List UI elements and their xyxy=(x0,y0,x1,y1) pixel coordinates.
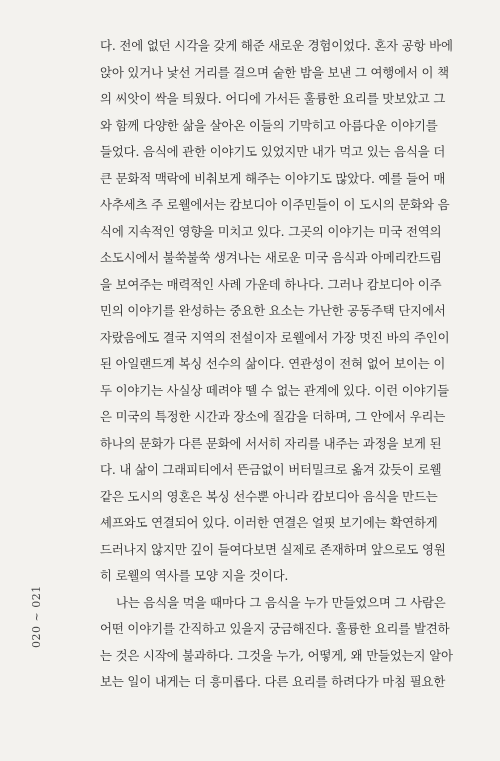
text-line: 같은 도시의 영혼은 복싱 선수뿐 아니라 캄보디아 음식을 만드는 xyxy=(100,488,438,504)
text-line: 은 미국의 특정한 시간과 장소에 질감을 더하며, 그 안에서 우리는 xyxy=(100,409,446,424)
text-line: 다. 전에 없던 시각을 갖게 해준 새로운 경험이었다. 혼자 공항 바에 xyxy=(100,38,453,53)
text-line: 큰 문화적 맥락에 비춰보게 해주는 이야기도 많았다. 예를 들어 매 xyxy=(100,170,446,186)
text-line: 드러나지 않지만 깊이 들여다보면 실제로 존재하며 앞으로도 영원 xyxy=(100,541,446,557)
text-line: 사추세츠 주 로웰에서는 캄보디아 이주민들이 이 도시의 문화와 음 xyxy=(100,197,450,212)
text-line: 는 것은 시작에 불과하다. 그것을 누가, 어떻게, 왜 만들었는지 알아 xyxy=(100,647,453,663)
text-line: 소도시에서 불쑥불쑥 생겨나는 새로운 미국 음식과 아메리칸드림 xyxy=(100,250,442,265)
text-line: 와 함께 다양한 삶을 살아온 이들의 기막히고 아름다운 이야기를 xyxy=(100,117,438,133)
text-line: 두 이야기는 사실상 떼려야 뗄 수 없는 관계에 있다. 이런 이야기들 xyxy=(100,382,449,398)
text-line: 을 보여주는 매력적인 사례 가운데 하나다. 그러나 캄보디아 이주 xyxy=(100,276,442,292)
text-line: 나는 음식을 먹을 때마다 그 음식을 누가 만들었으며 그 사람은 xyxy=(116,594,446,610)
text-line: 들었다. 음식에 관한 이야기도 있었지만 내가 먹고 있는 음식을 더 xyxy=(100,144,446,159)
text-line: 하나의 문화가 다른 문화에 서서히 자리를 내주는 과정을 보게 된 xyxy=(100,435,442,451)
text-line: 히 로웰의 역사를 모양 지을 것이다. xyxy=(100,568,289,583)
text-line: 어떤 이야기를 간직하고 있을지 궁금해진다. 훌륭한 요리를 발견하 xyxy=(100,621,450,636)
text-line: 의 씨앗이 싹을 틔웠다. 어디에 가서든 훌륭한 요리를 맛보았고 그 xyxy=(100,91,446,106)
text-line: 앉아 있거나 낯선 거리를 걸으며 숱한 밤을 보낸 그 여행에서 이 책 xyxy=(100,64,449,80)
text-line: 셰프와도 연결되어 있다. 이러한 연결은 얼핏 보기에는 확연하게 xyxy=(100,515,438,530)
text-line: 자랐음에도 결국 지역의 전설이자 로웰에서 가장 멋진 바의 주인이 xyxy=(100,329,450,345)
text-line: 식에 지속적인 영향을 미치고 있다. 그곳의 이야기는 미국 전역의 xyxy=(100,223,442,239)
body-text xyxy=(100,33,460,696)
text-line: 보는 일이 내게는 더 흥미롭다. 다른 요리를 하려다가 마침 필요한 xyxy=(100,674,446,689)
page-number: 020 ~ 021 xyxy=(30,585,43,649)
text-line: 민의 이야기를 완성하는 중요한 요소는 가난한 공동주택 단지에서 xyxy=(100,303,446,318)
text-line: 다. 내 삶이 그래피티에서 뜬금없이 버터밀크로 옮겨 갔듯이 로웰 xyxy=(100,462,442,477)
text-line: 된 아일랜드계 복싱 선수의 삶이다. 연관성이 전혀 없어 보이는 이 xyxy=(100,356,446,371)
